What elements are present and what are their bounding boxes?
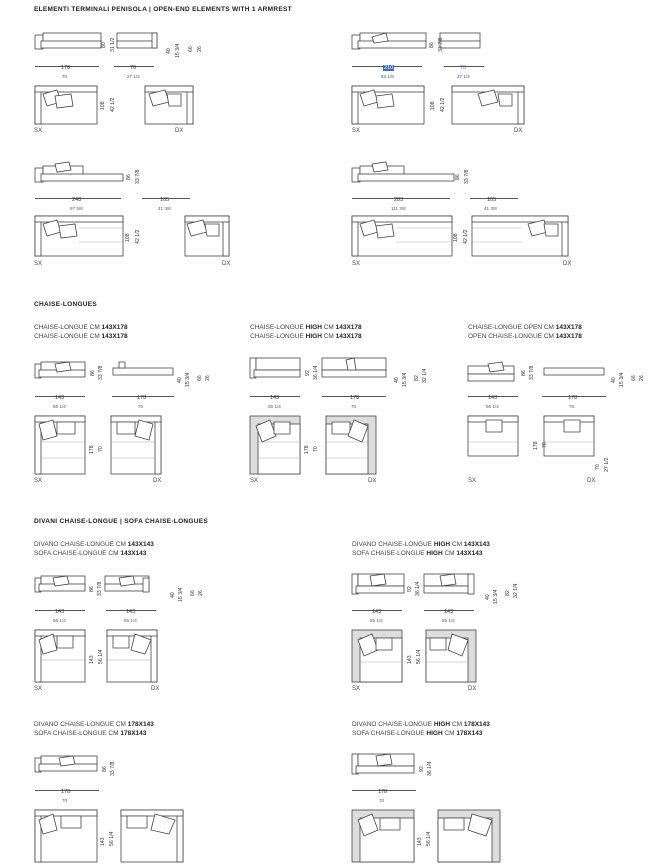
dim-dh-h2i: 15 3/4 xyxy=(493,589,499,604)
caption-line xyxy=(352,720,490,729)
caption-line xyxy=(34,540,154,549)
caption-line xyxy=(34,549,154,558)
dim-ch-d: 178 xyxy=(304,445,310,454)
dim-co-d: 178 xyxy=(533,441,539,450)
caption-text: CM xyxy=(323,333,334,340)
dim-ch-w1i: 56 1/4 xyxy=(268,404,281,409)
caption-size: 143X143 xyxy=(456,550,483,557)
caption-chaise-open xyxy=(468,323,582,341)
caption-text: CM xyxy=(444,730,455,737)
dim-a-w1i: 70 xyxy=(62,74,68,79)
dim-d-w1i: 56 1/4 xyxy=(53,618,66,623)
caption-text: CM xyxy=(323,324,334,331)
caption-high: HIGH xyxy=(426,550,443,557)
dim-a-w2i: 27 1/2 xyxy=(127,74,140,79)
dim-b-w2i: 27 1/2 xyxy=(457,74,470,79)
caption-text: OPEN CHAISE-LONGUE CM xyxy=(468,333,554,340)
dim-b-h1: 86 xyxy=(429,42,435,48)
side-dx: DX xyxy=(468,686,477,692)
dim-sh178-w: 178 xyxy=(378,789,388,795)
dim-cl-w2i: 70 xyxy=(138,404,144,409)
dim-b-w1-highlight: 210 xyxy=(384,65,394,71)
dim-dh-d: 143 xyxy=(407,655,413,664)
dim-d-w1: 143 xyxy=(55,609,65,615)
side-sx: SX xyxy=(34,478,43,484)
dim-s178-wi: 70 xyxy=(62,798,68,803)
dim-c-w2i: 41 3/8 xyxy=(158,206,171,211)
dim-a-w1: 178 xyxy=(61,65,71,71)
caption-line xyxy=(34,720,154,729)
dim-ch-h3: 82 xyxy=(414,375,420,381)
dim-sh178-h1: 92 xyxy=(419,766,425,772)
dim-b-w1 xyxy=(383,65,394,72)
dim-sh178-h1i: 36 1/4 xyxy=(427,761,433,776)
dim-c-h1i: 33 7/8 xyxy=(135,169,141,184)
caption-text: SOFA CHAISE-LONGUE xyxy=(352,550,425,557)
caption-text: CHAISE-LONGUE OPEN CM xyxy=(468,324,554,331)
caption-text: DIVANO CHAISE-LONGUE xyxy=(352,721,433,728)
caption-text: CHAISE-LONGUE CM xyxy=(34,324,100,331)
dim-b-w1i: 83 1/8 xyxy=(381,74,394,79)
dim-cl-h1i: 33 7/8 xyxy=(98,365,104,380)
dim-a-h3i: 26 xyxy=(197,46,203,52)
dim-a-d: 108 xyxy=(100,101,106,110)
caption-text: CHAISE-LONGUE xyxy=(250,333,304,340)
side-dx: DX xyxy=(153,478,162,484)
caption-size: 143X178 xyxy=(335,333,362,340)
dim-dh-di: 56 1/4 xyxy=(416,649,422,664)
caption-text: SOFA CHAISE-LONGUE CM xyxy=(34,730,119,737)
side-dx: DX xyxy=(151,686,160,692)
dim-b-h1i: 33 7/8 xyxy=(438,37,444,52)
caption-size: 178X143 xyxy=(463,721,490,728)
dim-cl-di: 70 xyxy=(98,446,104,452)
caption-line xyxy=(352,729,490,738)
caption-high: HIGH xyxy=(305,324,322,331)
caption-text: CHAISE-LONGUE CM xyxy=(34,333,100,340)
dim-b-d: 108 xyxy=(430,101,436,110)
dim-cl-d: 178 xyxy=(89,445,95,454)
dim-c-w2: 105 xyxy=(160,197,170,203)
side-dx: DX xyxy=(368,478,377,484)
dim-d-h1: 86 xyxy=(89,586,95,592)
dim-d-di: 56 1/4 xyxy=(98,649,104,664)
dim-cl-w1i: 56 1/4 xyxy=(53,404,66,409)
dim-co-di: 70 xyxy=(542,442,548,448)
dim-s178-d: 143 xyxy=(100,837,106,846)
caption-size: 143X178 xyxy=(555,333,582,340)
caption-size: 143X178 xyxy=(335,324,362,331)
dim-d-w2: 143 xyxy=(126,609,136,615)
caption-text: CM xyxy=(451,721,463,728)
dim-ch-h1: 92 xyxy=(305,370,311,376)
caption-size: 143X143 xyxy=(120,550,147,557)
caption-text: CHAISE-LONGUE xyxy=(250,324,304,331)
caption-chaise-1 xyxy=(34,323,128,341)
caption-size: 143X178 xyxy=(101,324,128,331)
caption-line xyxy=(34,729,154,738)
side-sx: SX xyxy=(34,261,43,267)
dim-cl-h1: 86 xyxy=(90,370,96,376)
caption-line xyxy=(250,332,362,341)
dim-dh-h1i: 36 1/4 xyxy=(415,581,421,596)
caption-line xyxy=(34,332,128,341)
dim-c-w1i: 97 5/8 xyxy=(70,206,83,211)
dim-co-h2: 40 xyxy=(611,377,617,383)
dim-e-w2i: 41 3/8 xyxy=(484,206,497,211)
dim-cl-h3i: 26 xyxy=(205,375,211,381)
dim-b-di: 42 1/2 xyxy=(440,97,446,112)
dim-d-d: 143 xyxy=(89,655,95,664)
caption-text: DIVANO CHAISE-LONGUE CM xyxy=(34,721,126,728)
caption-size: 178X143 xyxy=(456,730,483,737)
dim-ch-h1i: 36 1/4 xyxy=(313,365,319,380)
dim-e-h1i: 33 7/8 xyxy=(464,169,470,184)
dim-ch-h3i: 32 1/4 xyxy=(422,368,428,383)
caption-line xyxy=(352,540,490,549)
caption-text: CM xyxy=(451,541,463,548)
dim-co-h3: 66 xyxy=(631,375,637,381)
caption-line xyxy=(468,332,582,341)
dim-sh178-wi: 70 xyxy=(379,798,385,803)
dim-co-w2i: 70 xyxy=(569,404,575,409)
dim-dh-h3: 82 xyxy=(505,590,511,596)
caption-high: HIGH xyxy=(433,721,451,728)
dim-e-di: 42 1/2 xyxy=(463,229,469,244)
dim-e-w2: 105 xyxy=(487,197,497,203)
caption-line xyxy=(250,323,362,332)
section-title-chaise-longues: CHAISE-LONGUES xyxy=(34,301,98,308)
dim-d-h2: 40 xyxy=(170,592,176,598)
caption-size: 178X143 xyxy=(127,721,154,728)
side-sx: SX xyxy=(352,128,361,134)
caption-chaise-high xyxy=(250,323,362,341)
dim-dh-w2: 143 xyxy=(444,609,454,615)
caption-sofa-178x143 xyxy=(34,720,154,738)
side-sx: SX xyxy=(34,686,43,692)
dim-d-h3: 66 xyxy=(190,590,196,596)
dim-a-w2: 70 xyxy=(130,65,137,71)
dim-s178-w: 178 xyxy=(61,789,71,795)
dim-co-w2: 178 xyxy=(568,395,578,401)
caption-line xyxy=(352,549,490,558)
side-sx: SX xyxy=(352,261,361,267)
dim-s178-h1i: 33 7/8 xyxy=(110,761,116,776)
dim-co-h1: 86 xyxy=(521,370,527,376)
dim-e-w1i: 111 3/8 xyxy=(391,206,406,211)
caption-size: 143X178 xyxy=(101,333,128,340)
dim-ch-h2: 40 xyxy=(394,377,400,383)
caption-size: 143X143 xyxy=(463,541,490,548)
dim-b-w2: 70 xyxy=(460,65,467,71)
dim-c-d: 108 xyxy=(125,233,131,242)
dim-a-h2i: 15 3/4 xyxy=(175,43,181,58)
caption-high: HIGH xyxy=(426,730,443,737)
dim-co-w1: 143 xyxy=(488,395,498,401)
side-dx: DX xyxy=(175,128,184,134)
dim-a-h3: 66 xyxy=(188,46,194,52)
side-sx: SX xyxy=(468,478,477,484)
caption-line xyxy=(468,323,582,332)
dim-a-h1i: 31 1/2 xyxy=(110,37,116,52)
dim-co-h1i: 33 7/8 xyxy=(529,365,535,380)
dim-dh-h3i: 32 1/4 xyxy=(513,583,519,598)
dim-ch-w1: 143 xyxy=(270,395,280,401)
dim-c-h1: 86 xyxy=(126,174,132,180)
caption-text: SOFA CHAISE-LONGUE CM xyxy=(34,550,119,557)
side-dx: DX xyxy=(563,261,572,267)
caption-text: SOFA CHAISE-LONGUE xyxy=(352,730,425,737)
side-dx: DX xyxy=(222,261,231,267)
dim-ch-h2i: 15 3/4 xyxy=(402,372,408,387)
caption-high: HIGH xyxy=(305,333,322,340)
dim-cl-h3: 66 xyxy=(197,375,203,381)
caption-size: 178X143 xyxy=(120,730,147,737)
dim-a-h2: 40 xyxy=(166,48,172,54)
dim-sh178-di: 56 1/4 xyxy=(426,831,432,846)
caption-sofa-high-178x143 xyxy=(352,720,490,738)
dim-co-h3i: 26 xyxy=(639,375,645,381)
caption-size: 143X143 xyxy=(127,541,154,548)
caption-sofa-143x143 xyxy=(34,540,154,558)
dim-ch-di: 70 xyxy=(313,446,319,452)
section-title-sofa-chaise-longues: DIVANI CHAISE-LONGUE | SOFA CHAISE-LONGUES xyxy=(34,518,209,525)
dim-sh178-d: 143 xyxy=(417,837,423,846)
dim-dh-h2: 40 xyxy=(485,594,491,600)
dim-co-h2i: 15 3/4 xyxy=(619,372,625,387)
caption-high: HIGH xyxy=(433,541,451,548)
dim-s178-di: 56 1/4 xyxy=(109,831,115,846)
caption-sofa-high-143x143 xyxy=(352,540,490,558)
dim-cl-h2: 40 xyxy=(177,377,183,383)
dim-ch-w2i: 70 xyxy=(351,404,357,409)
dim-co-w1i: 56 1/4 xyxy=(486,404,499,409)
dim-c-di: 42 1/2 xyxy=(135,229,141,244)
dim-s178-h1: 86 xyxy=(102,766,108,772)
side-sx: SX xyxy=(352,686,361,692)
dim-dh-h1: 92 xyxy=(407,586,413,592)
caption-text: DIVANO CHAISE-LONGUE xyxy=(352,541,433,548)
side-sx: SX xyxy=(250,478,259,484)
dim-e-d: 108 xyxy=(453,233,459,242)
dim-co-d2: 70 xyxy=(595,464,601,470)
section-title-open-end: ELEMENTI TERMINALI PENISOLA | OPEN-END ELEMENTS WITH 1 ARMREST xyxy=(34,6,292,13)
dim-dh-w2i: 56 1/4 xyxy=(442,618,455,623)
caption-text: CM xyxy=(444,550,455,557)
dim-a-h1: 80 xyxy=(101,42,107,48)
dim-e-w1: 283 xyxy=(394,197,404,203)
dim-cl-w2: 178 xyxy=(137,395,147,401)
side-sx: SX xyxy=(34,128,43,134)
dim-a-di: 42 1/2 xyxy=(110,97,116,112)
dim-c-w1: 248 xyxy=(72,197,82,203)
side-dx: DX xyxy=(514,128,523,134)
dim-dh-w1: 143 xyxy=(372,609,382,615)
dim-e-h1: 86 xyxy=(455,174,461,180)
side-dx: DX xyxy=(587,478,596,484)
caption-text: DIVANO CHAISE-LONGUE CM xyxy=(34,541,126,548)
dim-cl-h2i: 15 3/4 xyxy=(185,372,191,387)
dim-d-w2i: 56 1/4 xyxy=(124,618,137,623)
caption-line xyxy=(34,323,128,332)
caption-size: 143X178 xyxy=(555,324,582,331)
dim-ch-w2: 178 xyxy=(350,395,360,401)
dim-co-d2i: 27 1/2 xyxy=(604,457,610,472)
dim-d-h3i: 26 xyxy=(198,590,204,596)
dim-cl-w1: 143 xyxy=(55,395,65,401)
dim-d-h1i: 33 7/8 xyxy=(97,581,103,596)
dim-d-h2i: 15 3/4 xyxy=(178,587,184,602)
dim-dh-w1i: 56 1/4 xyxy=(370,618,383,623)
